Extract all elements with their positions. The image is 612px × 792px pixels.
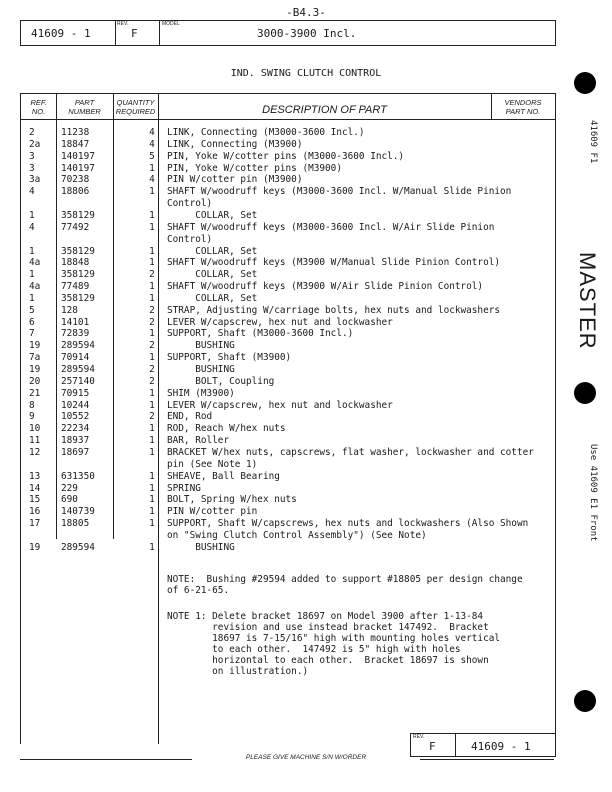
cell-ref: 5 <box>29 304 35 316</box>
cell-qty: 1 <box>149 506 155 518</box>
cell-part: 10244 <box>61 399 90 411</box>
cell-part: 631350 <box>61 470 95 482</box>
cell-part: 289594 <box>61 340 95 352</box>
col-header-vendor-line: PART NO. <box>505 107 541 116</box>
footer-part-label: 41609 - 1 <box>471 740 531 753</box>
cell-part: 289594 <box>61 364 95 375</box>
cell-desc: COLLAR, Set <box>167 245 258 257</box>
cell-ref: 3a <box>29 174 41 186</box>
cell-part: 18847 <box>61 138 90 150</box>
cell-qty: 2 <box>149 364 155 375</box>
col-header-ref-line: REF. <box>30 98 47 107</box>
cell-desc: LEVER W/capscrew, hex nut and lockwasher <box>167 316 393 328</box>
cell-part: 22234 <box>61 423 90 435</box>
cell-qty: 2 <box>149 340 155 352</box>
parts-table <box>20 93 556 744</box>
col-header-part-line: NUMBER <box>68 107 101 116</box>
cell-desc: END, Rod <box>167 411 213 423</box>
col-header-ref-line: NO. <box>31 107 46 116</box>
cell-part: 358129 <box>61 209 95 221</box>
cell-qty: 1 <box>149 162 155 174</box>
cell-part: 77492 <box>61 221 90 233</box>
col-header-part <box>56 98 113 116</box>
cell-ref: 7 <box>29 328 35 340</box>
cell-qty: 2 <box>149 375 155 387</box>
cell-desc: BRACKET W/hex nuts, capscrews, flat washer, lockwasher and cotter <box>167 446 534 458</box>
cell-desc: SHIM (M3900) <box>167 387 235 399</box>
col-header-vendor <box>491 98 555 116</box>
cell-ref: 2 <box>29 127 35 138</box>
header-rev-cell <box>115 21 160 45</box>
cell-ref: 17 <box>29 518 41 530</box>
cell-ref: 1 <box>29 269 35 281</box>
cell-part: 18697 <box>61 446 90 458</box>
header-box <box>20 20 556 46</box>
note-1: NOTE 1: Delete bracket 18697 on Model 3900 after 1-13-84 revision and use instead bracket 147492. Bracket 18697 is 7-15/16" high with mounting holes vertical to each other. 147492 is 5" high with holes horizontal to each other. Bracket 18697 is shown on illustration.) <box>167 611 501 677</box>
cell-part: 18937 <box>61 435 90 447</box>
cell-ref: 13 <box>29 470 41 482</box>
col-header-ref <box>21 98 56 116</box>
cell-desc: BUSHING <box>167 364 235 375</box>
cell-ref: 9 <box>29 411 35 423</box>
cell-qty: 2 <box>149 411 155 423</box>
cell-ref: 4a <box>29 257 41 269</box>
cell-desc: COLLAR, Set <box>167 269 258 281</box>
cell-part: 140739 <box>61 506 95 518</box>
cell-part: 77489 <box>61 281 90 293</box>
cell-desc: SUPPORT, Shaft (M3000-3600 Incl.) <box>167 328 354 340</box>
cell-ref: 8 <box>29 399 35 411</box>
cell-qty: 1 <box>149 281 155 293</box>
cell-desc: LINK, Connecting (M3900) <box>167 138 303 150</box>
cell-part: 257140 <box>61 375 95 387</box>
cell-ref: 19 <box>29 364 41 375</box>
cell-part: 70238 <box>61 174 90 186</box>
cell-desc: LEVER W/capscrew, hex nut and lockwasher <box>167 399 393 411</box>
cell-ref: 1 <box>29 245 35 257</box>
cell-desc: BOLT, Spring W/hex nuts <box>167 494 297 506</box>
cell-ref: 11 <box>29 435 41 447</box>
cell-ref: 20 <box>29 375 41 387</box>
page-number: -B4.3- <box>286 6 326 19</box>
cell-desc: pin (See Note 1) <box>167 458 258 470</box>
cell-desc: SHAFT W/woodruff keys (M3000-3600 Incl. W/Manual Slide Pinion <box>167 186 512 198</box>
cell-desc: Control) <box>167 198 213 210</box>
footer-divider <box>455 734 456 756</box>
cell-desc: SHAFT W/woodruff keys (M3900 W/Manual Slide Pinion Control) <box>167 257 501 269</box>
cell-ref: 15 <box>29 494 41 506</box>
cell-part: 140197 <box>61 162 95 174</box>
cell-qty: 2 <box>149 304 155 316</box>
col-header-part-line: PART <box>74 98 95 107</box>
cell-ref: 21 <box>29 387 41 399</box>
cell-qty: 5 <box>149 150 155 162</box>
cell-part: 289594 <box>61 541 95 553</box>
cell-desc: PIN, Yoke W/cotter pins (M3000-3600 Incl.) <box>167 150 405 162</box>
header-part-label: 41609 - 1 <box>31 27 91 40</box>
cell-ref: 10 <box>29 423 41 435</box>
header-rev-value: F <box>131 27 138 40</box>
cell-ref: 3 <box>29 150 35 162</box>
cell-qty: 1 <box>149 352 155 364</box>
cell-qty: 4 <box>149 127 155 138</box>
cell-desc: BUSHING <box>167 541 235 553</box>
master-stamp: MASTER <box>575 252 600 350</box>
cell-part: 358129 <box>61 269 95 281</box>
cell-part: 18805 <box>61 518 90 530</box>
cell-ref: 16 <box>29 506 41 518</box>
cell-ref: 12 <box>29 446 41 458</box>
cell-qty: 1 <box>149 470 155 482</box>
binder-hole <box>574 690 596 712</box>
cell-ref: 3 <box>29 162 35 174</box>
cell-qty: 1 <box>149 399 155 411</box>
header-part-cell <box>21 21 116 45</box>
cell-part: 358129 <box>61 245 95 257</box>
footer-rev-value: F <box>429 740 436 753</box>
cell-part: 11238 <box>61 127 90 138</box>
cell-qty: 1 <box>149 482 155 494</box>
cell-part: 10552 <box>61 411 90 423</box>
cell-qty: 1 <box>149 257 155 269</box>
cell-part: 18806 <box>61 186 90 198</box>
cell-part: 229 <box>61 482 78 494</box>
cell-part: 14101 <box>61 316 90 328</box>
cell-part: 70914 <box>61 352 90 364</box>
cell-desc: ROD, Reach W/hex nuts <box>167 423 286 435</box>
section-title: IND. SWING CLUTCH CONTROL <box>230 68 382 79</box>
cell-desc: PIN, Yoke W/cotter pins (M3900) <box>167 162 342 174</box>
col-header-qty-line: REQUIRED <box>115 107 156 116</box>
cell-ref: 19 <box>29 541 41 553</box>
cell-desc: PIN W/cotter pin <box>167 506 258 518</box>
cell-qty: 2 <box>149 269 155 281</box>
cell-desc: SUPPORT, Shaft W/capscrews, hex nuts and lockwashers (Also Shown <box>167 518 529 530</box>
cell-desc: BUSHING <box>167 340 235 352</box>
cell-qty: 1 <box>149 328 155 340</box>
col-header-vendor-line: VENDORS <box>504 98 542 107</box>
col-header-qty-line: QUANTITY <box>116 98 155 107</box>
cell-desc: SUPPORT, Shaft (M3900) <box>167 352 292 364</box>
cell-desc: PIN W/cotter pin (M3900) <box>167 174 303 186</box>
col-header-qty <box>113 98 158 116</box>
cell-qty: 1 <box>149 435 155 447</box>
margin-code-2: Use 41609 E1 Front <box>588 444 598 542</box>
cell-qty: 2 <box>149 316 155 328</box>
cell-qty: 1 <box>149 245 155 257</box>
cell-ref: 4a <box>29 281 41 293</box>
cell-qty: 1 <box>149 221 155 233</box>
cell-ref: 4 <box>29 221 35 233</box>
cell-qty: 1 <box>149 209 155 221</box>
cell-qty: 4 <box>149 138 155 150</box>
cell-desc: on "Swing Clutch Control Assembly") (See Note) <box>167 529 427 541</box>
cell-part: 140197 <box>61 150 95 162</box>
cell-ref: 7a <box>29 352 41 364</box>
design-change-note: NOTE: Bushing #29594 added to support #18805 per design change of 6-21-65. <box>167 574 523 596</box>
cell-qty: 1 <box>149 387 155 399</box>
footer-text: PLEASE GIVE MACHINE S/N W/ORDER <box>245 754 367 761</box>
cell-ref: 14 <box>29 482 41 494</box>
cell-ref: 19 <box>29 340 41 352</box>
cell-qty: 1 <box>149 186 155 198</box>
cell-desc: COLLAR, Set <box>167 209 258 221</box>
cell-desc: LINK, Connecting (M3000-3600 Incl.) <box>167 127 365 138</box>
cell-desc: STRAP, Adjusting W/carriage bolts, hex nuts and lockwashers <box>167 304 501 316</box>
cell-qty: 1 <box>149 446 155 458</box>
binder-hole <box>574 72 596 94</box>
cell-desc: SHAFT W/woodruff keys (M3000-3600 Incl. W/Air Slide Pinion <box>167 221 495 233</box>
cell-ref: 4 <box>29 186 35 198</box>
header-rule <box>21 119 555 120</box>
cell-ref: 1 <box>29 209 35 221</box>
cell-desc: SHEAVE, Ball Bearing <box>167 470 280 482</box>
cell-qty: 1 <box>149 541 155 553</box>
cell-part: 18848 <box>61 257 90 269</box>
cell-qty: 1 <box>149 292 155 304</box>
cell-part: 358129 <box>61 292 95 304</box>
header-rev-caption: REV. <box>117 21 129 27</box>
cell-qty: 1 <box>149 518 155 530</box>
cell-qty: 1 <box>149 494 155 506</box>
cell-desc: BOLT, Coupling <box>167 375 275 387</box>
cell-desc: SHAFT W/woodruff keys (M3900 W/Air Slide Pinion Control) <box>167 281 484 293</box>
footer-rev-caption: REV. <box>413 734 425 740</box>
cell-ref: 6 <box>29 316 35 328</box>
cell-qty: 4 <box>149 174 155 186</box>
cell-ref: 1 <box>29 292 35 304</box>
col-header-desc: DESCRIPTION OF PART <box>262 104 387 116</box>
header-model-caption: MODEL <box>162 21 180 27</box>
cell-qty: 1 <box>149 423 155 435</box>
binder-hole <box>574 382 596 404</box>
cell-desc: Control) <box>167 233 213 245</box>
cell-part: 128 <box>61 304 78 316</box>
cell-desc: COLLAR, Set <box>167 292 258 304</box>
margin-code-1: 41609 F1 <box>588 120 598 164</box>
header-model-value: 3000-3900 Incl. <box>257 27 357 40</box>
cell-desc: SPRING <box>167 482 201 494</box>
cell-part: 690 <box>61 494 78 506</box>
cell-ref: 2a <box>29 138 41 150</box>
cell-part: 72839 <box>61 328 90 340</box>
cell-desc: BAR, Roller <box>167 435 230 447</box>
cell-part: 70915 <box>61 387 90 399</box>
